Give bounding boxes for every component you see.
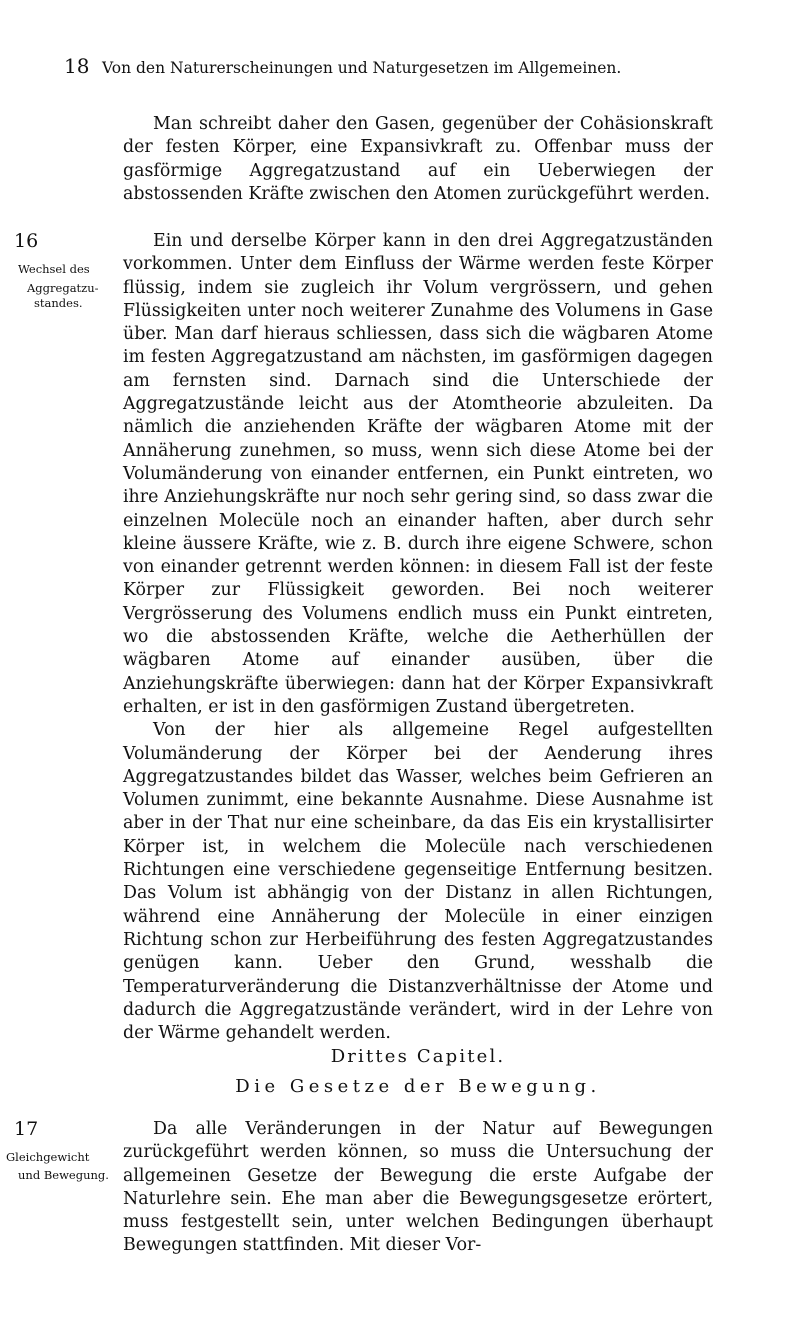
section-16-paragraph-2: Von der hier als allgemeine Regel aufgestellten Volumänderung der Körper bei der Aenderung ihres Aggregatzustandes bildet das Wasser, welches beim Gefrieren an Volumen zunimmt, eine bekannte Ausnahme. Diese Ausnahme ist aber in der That nur eine scheinbare, da das Eis ein krystallisirter Körper ist, in welchem die Molecüle nach verschiedenen Richtungen eine verschiedene gegenseitige Entfernung besitzen. Das Volum ist abhängig von der Distanz in allen Richtungen, während eine Annäherung der Molecüle in einer einzigen Richtung schon zur Herbeiführung des festen Aggregatzustandes genügen kann. Ueber den Grund, wesshalb die Temperaturveränderung die Distanzverhältnisse der Atome und dadurch die Aggregatzustände verändert, wird in der Lehre von der Wärme gehandelt werden. xyxy=(123,720,713,1044)
chapter-subtitle: Die Gesetze der Bewegung. xyxy=(235,1076,601,1097)
chapter-title: Drittes Capitel. xyxy=(330,1046,506,1067)
section-17-sidenote-line2: und Bewegung. xyxy=(18,1168,109,1182)
intro-paragraph-block xyxy=(123,113,713,206)
section-17-sidenote-line1: Gleichgewicht xyxy=(6,1150,90,1164)
section-16-text xyxy=(123,230,713,1045)
section-16-sidenote-line2: Aggregatzu- xyxy=(27,281,99,295)
section-16-sidenote-line1: Wechsel des xyxy=(18,262,90,276)
page-header xyxy=(64,54,684,82)
section-17-text xyxy=(123,1118,713,1258)
section-16-paragraph-1: Ein und derselbe Körper kann in den drei Aggregatzuständen vorkommen. Unter dem Einfluss der Wärme werden feste Körper flüssig, indem sie zugleich ihr Volum vergrössern, und gehen Flüssigkeiten unter noch weiterer Zunahme des Volumens in Gase über. Man darf hieraus schliessen, dass sich die wägbaren Atome im festen Aggregatzustand am nächsten, im gasförmigen dagegen am fernsten sind. Darnach sind die Unterschiede der Aggregatzustände leicht aus der Atomtheorie abzuleiten. Da nämlich die anziehenden Kräfte der wägbaren Atome mit der Annäherung zunehmen, so muss, wenn sich diese Atome bei der Volumänderung von einander entfernen, ein Punkt eintreten, wo ihre Anziehungskräfte nur noch sehr gering sind, so dass zwar die einzelnen Molecüle noch an einander haften, aber durch sehr kleine äussere Kräfte, wie z. B. durch ihre eigene Schwere, schon von einander getrennt werden können: in diesem Fall ist der feste Körper zur Flüssigkeit geworden. Bei noch weiterer Vergrösserung des Volumens endlich muss ein Punkt eintreten, wo die abstossenden Kräfte, welche die Aetherhüllen der wägbaren Atome auf einander ausüben, über die Anziehungskräfte überwiegen: dann hat der Körper Expansivkraft erhalten, er ist in den gasförmigen Zustand übergetreten. xyxy=(123,231,713,717)
section-17-paragraph: Da alle Veränderungen in der Natur auf Bewegungen zurückgeführt werden können, so muss die Untersuchung der allgemeinen Gesetze der Bewegung die erste Aufgabe der Naturlehre sein. Ehe man aber die Bewegungsgesetze erörtert, muss festgestellt sein, unter welchen Bedingungen überhaupt Bewegungen stattfinden. Mit dieser Vor- xyxy=(123,1119,713,1256)
intro-paragraph: Man schreibt daher den Gasen, gegenüber der Cohäsionskraft der festen Körper, eine Expansivkraft zu. Offenbar muss der gasförmige Aggregatzustand auf ein Ueberwiegen der abstossenden Kräfte zwischen den Atomen zurückgeführt werden. xyxy=(123,114,713,204)
section-17-number: 17 xyxy=(14,1118,39,1140)
section-16-sidenote-line3: standes. xyxy=(34,296,83,310)
running-title: Von den Naturerscheinungen und Naturgesetzen im Allgemeinen. xyxy=(102,59,622,77)
page-number: 18 xyxy=(64,54,90,78)
section-16-number: 16 xyxy=(14,230,39,252)
